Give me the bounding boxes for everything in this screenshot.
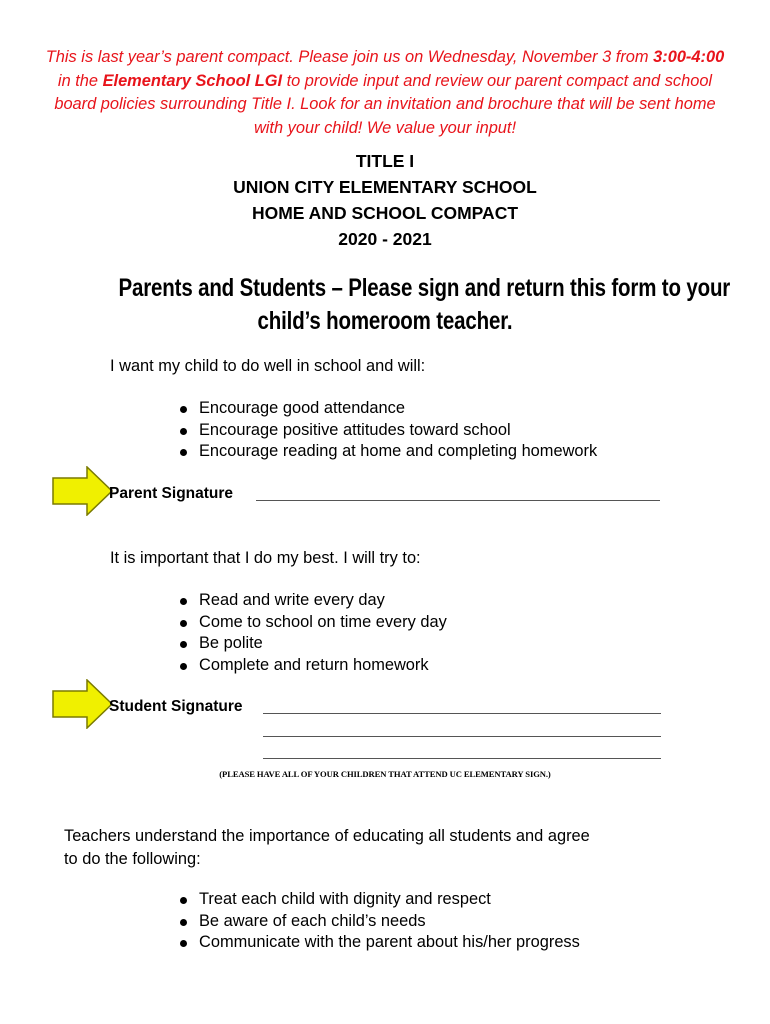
title-year: 2020 - 2021: [338, 229, 432, 249]
list-item: [178, 441, 597, 463]
list-item-text: Encourage reading at home and completing homework: [199, 442, 598, 460]
list-item-text: Come to school on time every day: [199, 612, 447, 631]
all-children-sign-note: (PLEASE HAVE ALL OF YOUR CHILDREN THAT ATTEND UC ELEMENTARY SIGN.): [219, 769, 551, 779]
meeting-notice: [40, 46, 730, 140]
bullet-icon: [180, 663, 187, 670]
student-signature-line-1[interactable]: [263, 713, 661, 714]
list-item: [178, 932, 580, 954]
teacher-intro: [64, 825, 590, 871]
teacher-intro-line-2: to do the following:: [64, 850, 201, 868]
notice-time: 3:00-4:00: [653, 48, 725, 66]
notice-text-3: to provide input and review our parent compact and school board policies surrounding Title I. Look for an invitation and brochure that will be sent home with your child! We value your input!: [54, 71, 716, 137]
parent-signature-line[interactable]: [256, 500, 660, 501]
list-item-text: Be polite: [199, 634, 263, 652]
list-item: [178, 911, 580, 933]
bullet-icon: [180, 897, 187, 904]
teacher-commitments-list: [178, 889, 580, 954]
parent-commitments-list: [178, 398, 597, 463]
notice-text-2: in the: [57, 71, 103, 90]
student-intro: It is important that I do my best. I will try to:: [110, 549, 421, 567]
title-school: UNION CITY ELEMENTARY SCHOOL: [233, 177, 537, 197]
teacher-intro-line-1: Teachers understand the importance of educating all students and agree: [64, 827, 590, 845]
headline-line-1: Parents and Students – Please sign and return this form to your: [118, 274, 731, 302]
document-title: [0, 148, 770, 252]
title-compact: HOME AND SCHOOL COMPACT: [251, 203, 519, 223]
list-item: [178, 655, 447, 677]
arrow-right-icon: [52, 466, 114, 516]
list-item: [178, 889, 580, 911]
student-signature-line-2[interactable]: [263, 736, 661, 737]
list-item-text: Read and write every day: [199, 591, 385, 609]
list-item-text: Treat each child with dignity and respect: [199, 890, 491, 908]
list-item: [178, 633, 447, 655]
student-commitments-list: [178, 590, 447, 676]
notice-text-1: This is last year’s parent compact. Please join us on Wednesday, November 3 from: [45, 48, 654, 66]
bullet-icon: [180, 598, 187, 605]
list-item: [178, 590, 447, 612]
headline-line-2: child’s homeroom teacher.: [257, 307, 513, 335]
bullet-icon: [180, 940, 187, 947]
list-item-text: Complete and return homework: [199, 655, 429, 674]
list-item: [178, 612, 447, 634]
parent-intro: I want my child to do well in school and will:: [110, 357, 426, 375]
bullet-icon: [180, 919, 187, 926]
return-instructions: [118, 272, 731, 338]
notice-location: Elementary School LGI: [102, 71, 283, 90]
student-signature-label: Student Signature: [109, 698, 243, 715]
list-item: [178, 420, 597, 442]
list-item-text: Communicate with the parent about his/her progress: [199, 933, 580, 951]
title-line-1: TITLE I: [355, 151, 415, 171]
bullet-icon: [180, 406, 187, 413]
parent-signature-label: Parent Signature: [109, 485, 234, 502]
student-signature-line-3[interactable]: [263, 758, 661, 759]
list-item-text: Encourage good attendance: [199, 399, 405, 417]
list-item-text: Be aware of each child’s needs: [199, 911, 426, 930]
arrow-right-icon: [52, 679, 114, 729]
bullet-icon: [180, 641, 187, 648]
bullet-icon: [180, 620, 187, 627]
bullet-icon: [180, 428, 187, 435]
list-item-text: Encourage positive attitudes toward school: [199, 420, 511, 439]
list-item: [178, 398, 597, 420]
bullet-icon: [180, 449, 187, 456]
